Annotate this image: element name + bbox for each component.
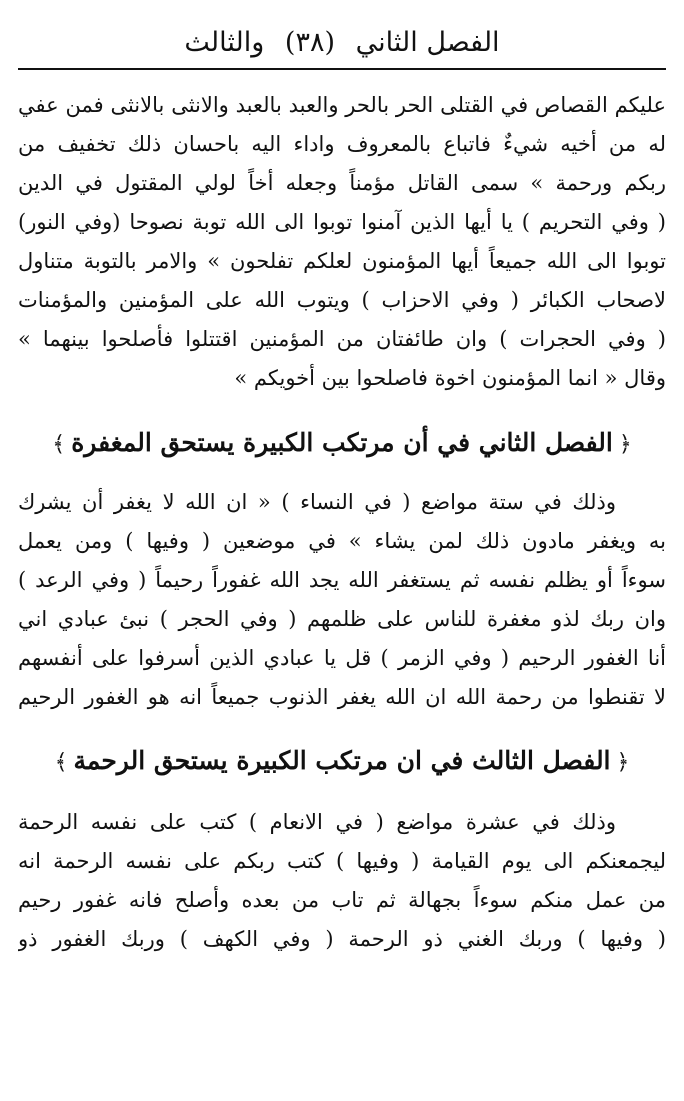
ornament-start: ﴿ [616, 750, 630, 775]
text-line: سوءاً أو يظلم نفسه ثم يستغفر الله يجد الله غفوراً رحيماً ( وفي الرعد ) [18, 568, 666, 592]
ornament-end: ﴾ [52, 432, 66, 457]
ornament-end: ﴾ [54, 750, 68, 775]
page-number: (٣٨) [284, 27, 336, 58]
header-chapter-continuation: والثالث [184, 27, 265, 58]
text-line: وذلك في ستة مواضع ( في النساء ) « ان الله لا يغفر أن يشرك [18, 490, 616, 514]
text-line: به ويغفر مادون ذلك لمن يشاء » في موضعين ( وفيها ) ومن يعمل [18, 529, 666, 553]
section-heading-text: الفصل الثالث في ان مرتكب الكبيرة يستحق الرحمة [73, 746, 611, 775]
text-line: ( وفي التحريم ) يا أيها الذين آمنوا توبوا الى الله توبة نصوحا (وفي النور) [18, 210, 666, 234]
text-line: وان ربك لذو مغفرة للناس على ظلمهم ( وفي الحجر ) نبئ عبادي اني [18, 607, 666, 631]
text-line: أنا الغفور الرحيم ( وفي الزمر ) قل يا عبادي الذين أسرفوا على أنفسهم [18, 646, 666, 670]
text-line: من عمل منكم سوءاً بجهالة ثم تاب من بعده وأصلح فانه غفور رحيم [18, 888, 666, 912]
ornament-start: ﴿ [618, 432, 632, 457]
text-line: لا تقنطوا من رحمة الله ان الله يغفر الذنوب جميعاً انه هو الغفور الرحيم [18, 685, 666, 709]
text-line: وذلك في عشرة مواضع ( في الانعام ) كتب على نفسه الرحمة [18, 810, 616, 834]
page-header [18, 22, 666, 64]
header-rule [18, 68, 666, 70]
text-line: توبوا الى الله جميعاً أيها المؤمنون لعلكم تفلحون » والامر بالتوبة متناول [18, 249, 666, 273]
text-line: عليكم القصاص في القتلى الحر بالحر والعبد بالعبد والانثى بالانثى فمن عفي [18, 93, 666, 117]
text-line: ربكم ورحمة » سمى القاتل مؤمناً وجعله أخاً لولي المقتول في الدين [18, 171, 666, 195]
section-heading-forgiveness [18, 420, 666, 466]
text-line: ( وفيها ) وربك الغني ذو الرحمة ( وفي الكهف ) وربك الغفور ذو [18, 927, 666, 951]
text-line: لاصحاب الكبائر ( وفي الاحزاب ) ويتوب الله على المؤمنين والمؤمنات [18, 288, 666, 312]
text-line: ليجمعنكم الى يوم القيامة ( وفيها ) كتب ربكم على نفسه الرحمة انه [18, 849, 666, 873]
section-heading-mercy [18, 738, 666, 784]
text-line: ( وفي الحجرات ) وان طائفتان من المؤمنين اقتتلوا فأصلحوا بينهما » [18, 327, 666, 351]
header-chapter-title: الفصل الثاني [355, 27, 500, 58]
section-heading-text: الفصل الثاني في أن مرتكب الكبيرة يستحق المغفرة [71, 428, 613, 457]
text-line: له من أخيه شيءٌ فاتباع بالمعروف واداء اليه باحسان ذلك تخفيف من [18, 132, 666, 156]
text-line: وقال « انما المؤمنون اخوة فاصلحوا بين أخويكم » [234, 366, 666, 390]
